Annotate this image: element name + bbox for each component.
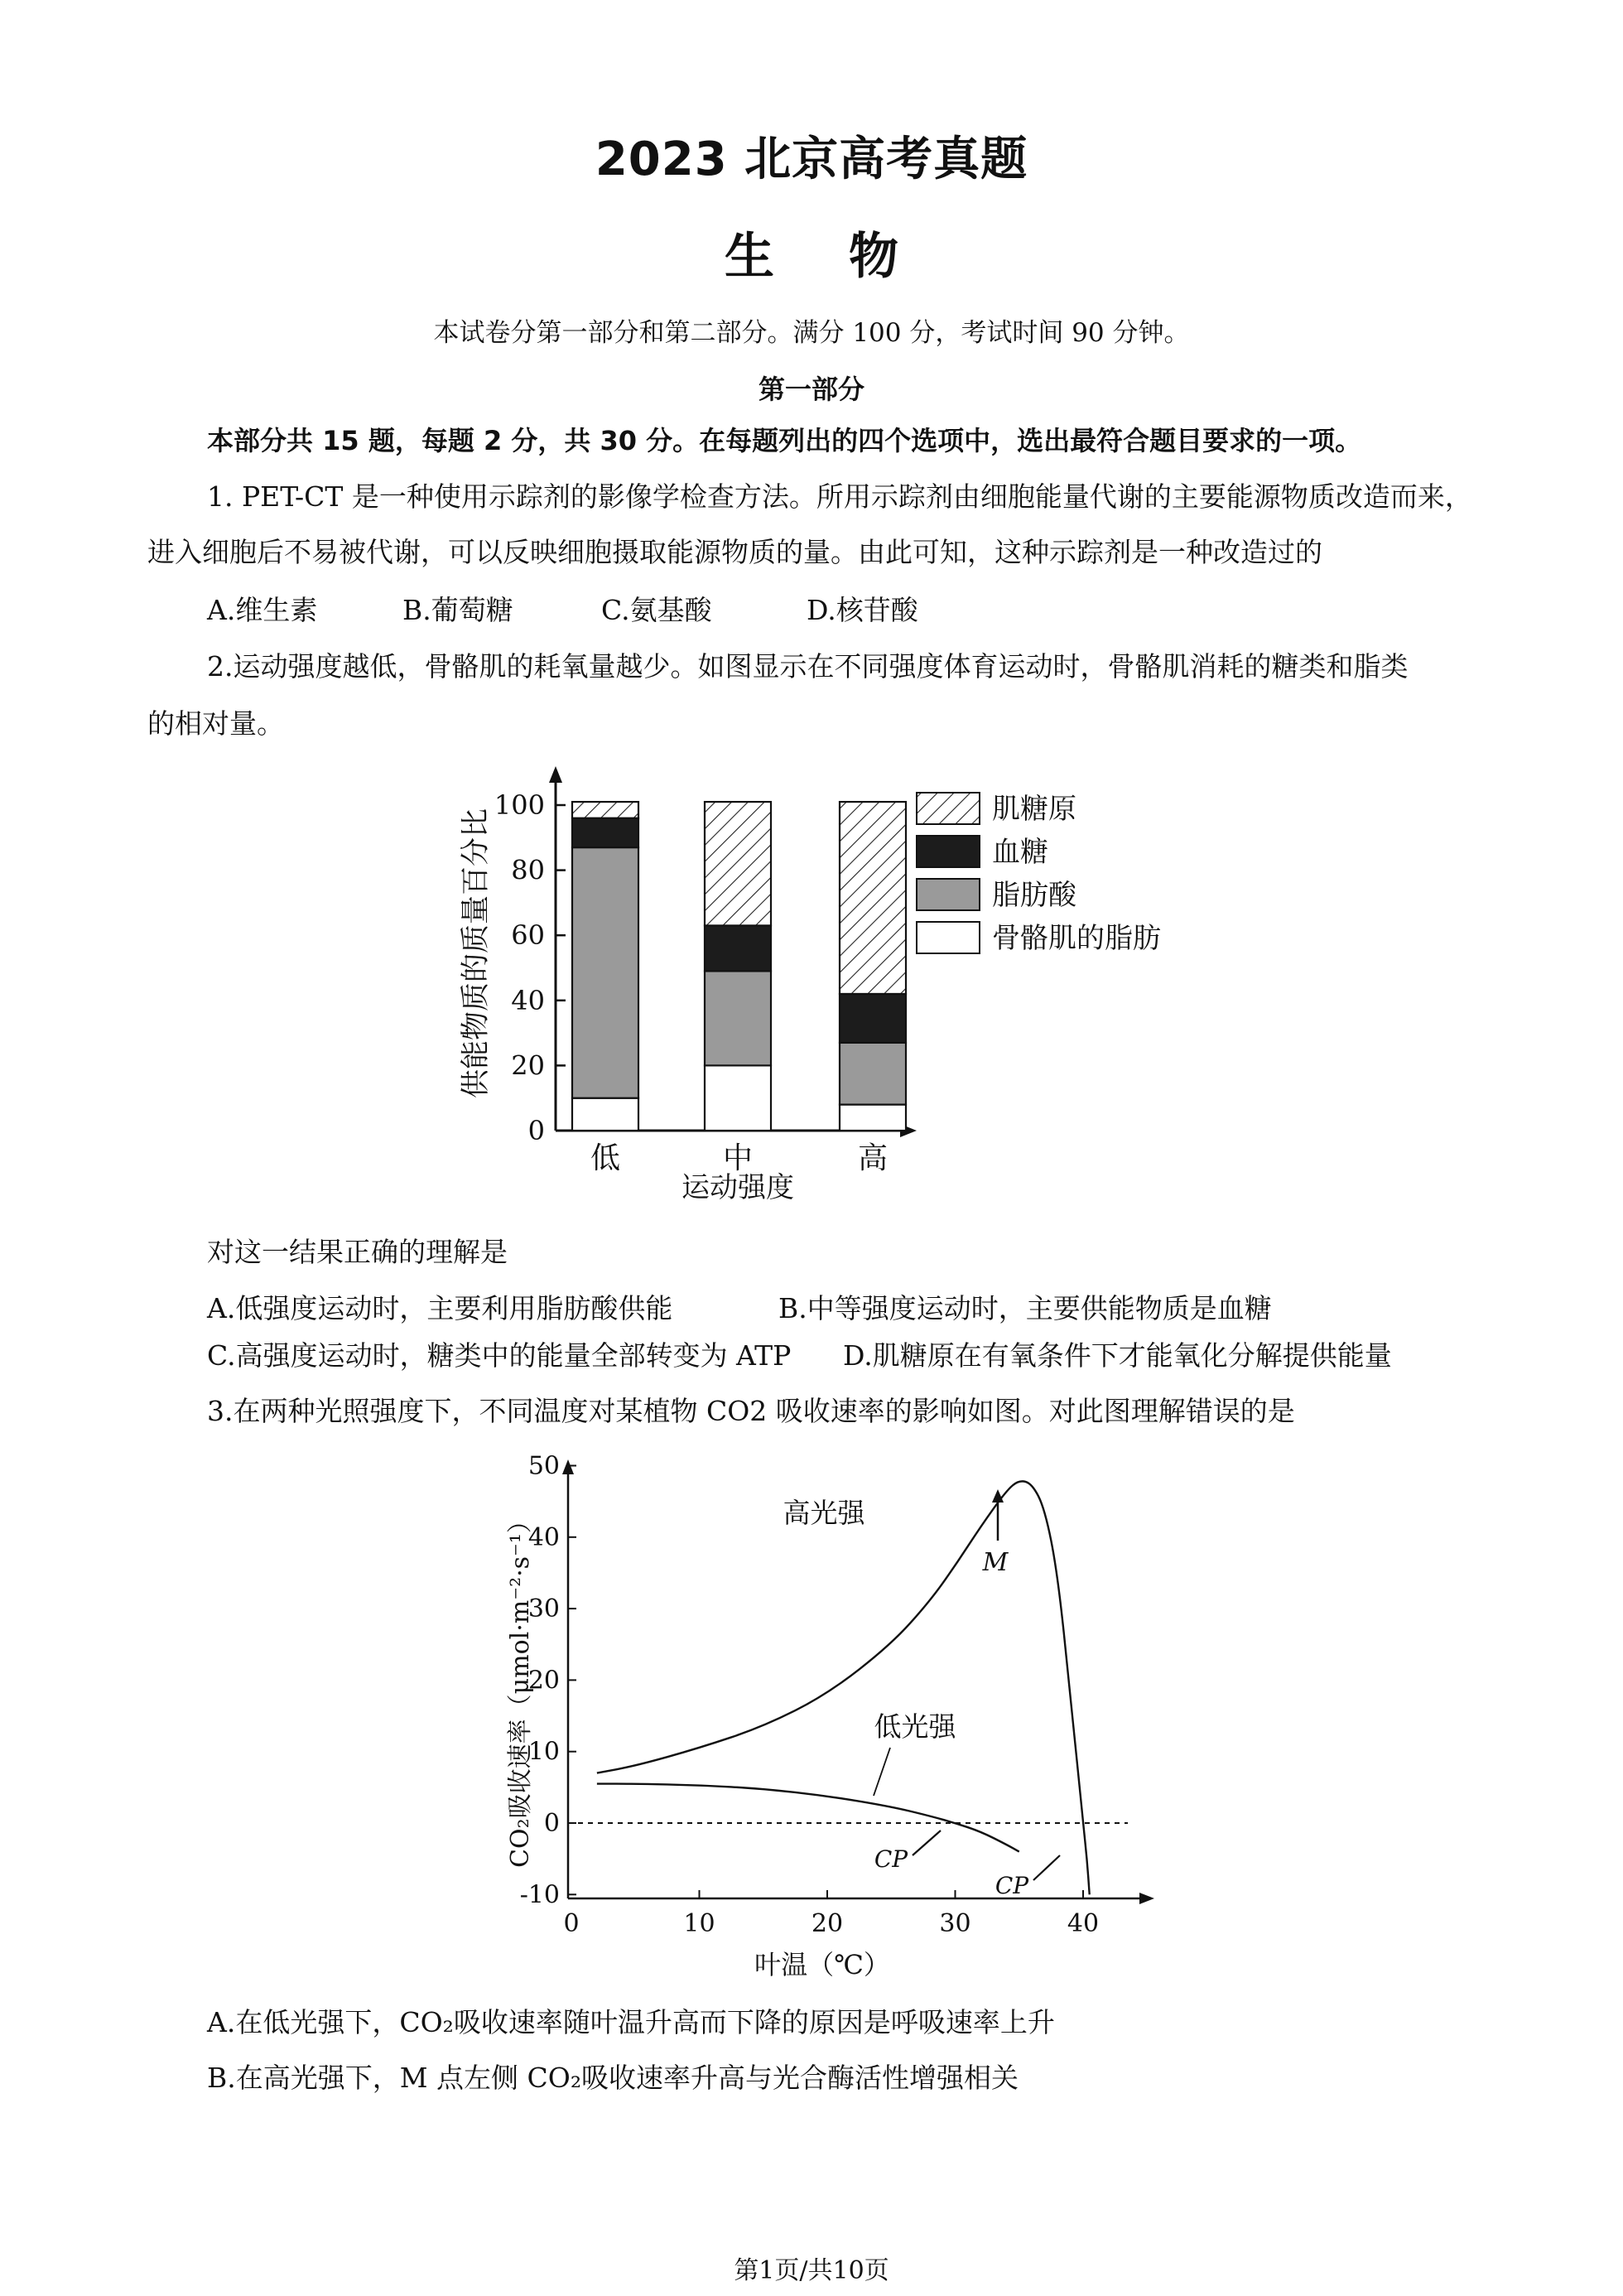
exam-title: 2023 北京高考真题	[595, 133, 1028, 186]
q1-option-d: D.核苷酸	[807, 594, 918, 626]
legend-label: 骨骼肌的脂肪	[992, 922, 1161, 955]
annotation-m: M	[982, 1548, 1009, 1577]
x-axis-title: 叶温（℃）	[754, 1949, 890, 1980]
legend-swatch	[917, 836, 980, 867]
q2-option-b: B.中等强度运动时，主要供能物质是血糖	[778, 1292, 1272, 1324]
q2-stem-line1: 2.运动强度越低，骨骼肌的耗氧量越少。如图显示在不同强度体育运动时，骨骼肌消耗的糖类和脂类	[207, 650, 1409, 683]
q2-followup: 对这一结果正确的理解是	[207, 1236, 508, 1268]
bar-segment-2	[840, 1043, 906, 1105]
x-tick-label: 20	[811, 1909, 844, 1938]
bar-segment-1	[840, 1105, 906, 1131]
bar-segment-2	[705, 971, 771, 1065]
series-label-high-light: 高光强	[783, 1497, 865, 1529]
annotation-cp-low-arrow	[913, 1831, 941, 1855]
stacked-bar-chart	[447, 758, 1226, 1222]
legend-swatch	[917, 879, 980, 910]
bar-segment-3	[705, 925, 771, 971]
q3-stem: 3.在两种光照强度下，不同温度对某植物 CO2 吸收速率的影响如图。对此图理解错误的是	[207, 1395, 1295, 1427]
legend-label: 脂肪酸	[992, 879, 1076, 912]
x-tick-label: 中	[722, 1141, 754, 1175]
x-tick-label: 低	[590, 1141, 621, 1175]
x-tick-label: 30	[939, 1909, 971, 1938]
y-tick-label: 80	[511, 854, 545, 886]
y-tick-label: 100	[494, 789, 545, 821]
subject-title: 生物	[725, 228, 973, 286]
series-label-low-light: 低光强	[874, 1710, 956, 1743]
y-axis-title: CO₂吸收速率（μmol·m⁻²·s⁻¹）	[506, 1508, 535, 1868]
x-tick-label: 0	[563, 1909, 580, 1938]
y-tick-label: 40	[527, 1522, 560, 1552]
legend-label: 肌糖原	[992, 793, 1076, 826]
bar-segment-4	[840, 802, 906, 994]
y-tick-label: 50	[527, 1451, 560, 1481]
q1-option-a: A.维生素	[207, 594, 318, 626]
y-axis-arrow	[549, 766, 562, 783]
part-instructions: 本部分共 15 题，每题 2 分，共 30 分。在每题列出的四个选项中，选出最符合题目要求的一项。	[207, 425, 1362, 456]
bar-segment-3	[572, 818, 638, 847]
exam-intro: 本试卷分第一部分和第二部分。满分 100 分，考试时间 90 分钟。	[433, 318, 1190, 348]
bar-segment-2	[572, 847, 638, 1098]
y-axis-title: 供能物质的质量百分比	[460, 808, 493, 1099]
x-axis-title: 运动强度	[681, 1171, 794, 1204]
annotation-cp-high: CP	[995, 1872, 1029, 1899]
legend-label: 血糖	[992, 836, 1048, 869]
q2-option-a: A.低强度运动时，主要利用脂肪酸供能	[207, 1292, 673, 1324]
bar-segment-1	[705, 1065, 771, 1131]
y-axis-arrow	[562, 1459, 574, 1474]
annotation-cp-low: CP	[874, 1845, 908, 1873]
annotation-cp-high-arrow	[1033, 1855, 1060, 1880]
series-line-high-light	[597, 1481, 1090, 1894]
y-tick-label: 30	[527, 1594, 560, 1624]
q1-option-b: B.葡萄糖	[402, 594, 513, 626]
bar-segment-3	[840, 994, 906, 1043]
q1-stem-line1: 1. PET-CT 是一种使用示踪剂的影像学检查方法。所用示踪剂由细胞能量代谢的主要能源物质改造而来，	[207, 480, 1472, 513]
q2-option-c: C.高强度运动时，糖类中的能量全部转变为 ATP	[207, 1339, 792, 1372]
bar-segment-4	[572, 802, 638, 818]
y-tick-label: 0	[543, 1809, 560, 1838]
y-tick-label: -10	[519, 1880, 560, 1910]
x-tick-label: 40	[1067, 1909, 1100, 1938]
legend-swatch	[917, 922, 980, 953]
y-tick-label: 60	[511, 919, 545, 952]
y-tick-label: 0	[527, 1115, 545, 1146]
series-line-low-light	[597, 1784, 1019, 1852]
q1-option-c: C.氨基酸	[601, 594, 712, 626]
q2-option-d: D.肌糖原在有氧条件下才能氧化分解提供能量	[843, 1339, 1392, 1372]
legend-swatch	[917, 793, 980, 824]
x-tick-label: 10	[683, 1909, 715, 1938]
y-tick-label: 20	[511, 1049, 545, 1082]
y-tick-label: 10	[527, 1737, 560, 1767]
y-tick-label: 40	[511, 984, 545, 1016]
bar-segment-4	[705, 802, 771, 925]
q2-stem-line2: 的相对量。	[147, 707, 284, 740]
label-leader-low-light	[874, 1748, 890, 1796]
x-tick-label: 高	[857, 1141, 889, 1175]
q3-option-a: A.在低光强下，CO₂吸收速率随叶温升高而下降的原因是呼吸速率上升	[207, 2006, 1055, 2038]
co2-line-chart	[497, 1448, 1159, 1988]
y-tick-label: 20	[527, 1666, 560, 1695]
part-heading: 第一部分	[758, 374, 864, 405]
q3-option-b: B.在高光强下，M 点左侧 CO₂吸收速率升高与光合酶活性增强相关	[207, 2062, 1019, 2094]
x-axis-arrow	[1139, 1893, 1154, 1904]
q1-stem-line2: 进入细胞后不易被代谢，可以反映细胞摄取能源物质的量。由此可知，这种示踪剂是一种改造过的	[147, 536, 1322, 568]
page-number: 第1页/共10页	[734, 2256, 889, 2285]
bar-segment-1	[572, 1098, 638, 1131]
